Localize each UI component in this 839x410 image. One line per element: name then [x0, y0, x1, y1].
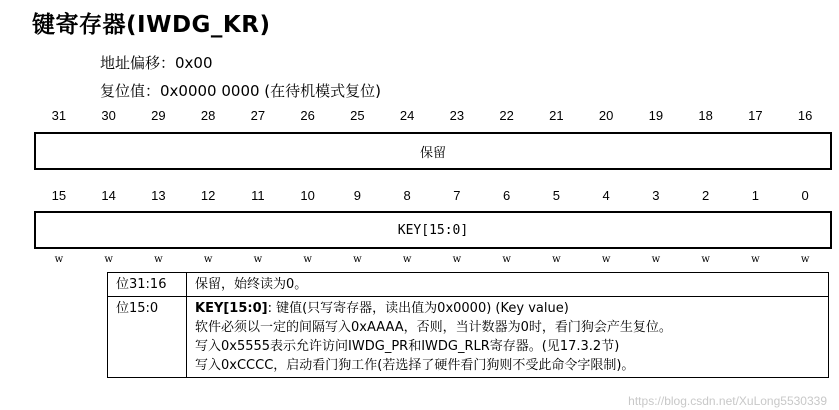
access-type: w: [54, 254, 64, 265]
access-type: w: [303, 254, 312, 265]
bit-number: 28: [200, 108, 216, 123]
access-type: w: [800, 254, 810, 265]
access-type: w: [452, 254, 462, 265]
bit-number: 4: [602, 188, 610, 203]
access-type: w: [104, 254, 113, 265]
bit-number: 20: [598, 108, 614, 123]
bit-number: 23: [449, 108, 465, 123]
bit-numbers-low: [34, 188, 830, 206]
key-heading-line: [195, 299, 820, 318]
bit-number: 12: [200, 188, 216, 203]
description-line: 软件必须以一定的间隔写入0xAAAA，否则，当计数器为0时，看门狗会产生复位。: [195, 320, 672, 335]
bit-number: 11: [251, 188, 265, 203]
bit-number: 29: [151, 108, 166, 123]
bit-number: 18: [698, 108, 713, 123]
page-title: 键寄存器(IWDG_KR): [32, 12, 271, 38]
access-type: w: [601, 254, 611, 265]
bit-description-table: [107, 272, 829, 378]
bit-numbers-high: [34, 108, 830, 126]
bit-description: 保留，始终读为0。: [187, 273, 829, 297]
bit-number: 31: [51, 108, 67, 123]
field-name: KEY[15:0]: [195, 301, 268, 316]
description-line: 写入0x5555表示允许访问IWDG_PR和IWDG_RLR寄存器。(见17.3.2节): [195, 339, 620, 354]
bit-number: 3: [652, 188, 660, 203]
register-field-key: KEY[15:0]: [34, 211, 832, 249]
access-type: w: [751, 254, 760, 265]
bit-number: 21: [549, 108, 564, 123]
access-type: w: [651, 254, 661, 265]
bit-description: [187, 297, 829, 378]
description-line: 写入0xCCCC，启动看门狗工作(若选择了硬件看门狗则不受此命令字限制)。: [195, 358, 635, 373]
access-type: w: [203, 254, 213, 265]
bit-number: 6: [503, 188, 511, 203]
table-row: [108, 297, 829, 378]
access-type: w: [701, 254, 710, 265]
bit-number: 24: [399, 108, 415, 123]
table-row: [108, 273, 829, 297]
access-type: w: [154, 254, 163, 265]
bit-number: 10: [300, 188, 315, 203]
reset-value: 复位值：0x0000 0000 (在待机模式复位): [100, 82, 382, 100]
bit-number: 2: [702, 188, 710, 203]
bit-number: 17: [748, 108, 763, 123]
bit-number: 30: [101, 108, 116, 123]
watermark: https://blog.csdn.net/XuLong5530339: [628, 394, 827, 408]
register-field-reserved: 保留: [34, 132, 832, 170]
bit-number: 26: [300, 108, 315, 123]
access-type: w: [552, 254, 561, 265]
bit-number: 27: [250, 108, 266, 123]
access-type: w: [402, 254, 412, 265]
bit-number: 7: [453, 188, 461, 203]
bit-number: 25: [350, 108, 365, 123]
bit-range: 位31:16: [108, 273, 187, 297]
access-type: w: [353, 254, 362, 265]
bit-number: 22: [499, 108, 514, 123]
bit-number: 5: [552, 188, 560, 203]
access-type: w: [253, 254, 263, 265]
access-type: w: [502, 254, 511, 265]
bit-range: 位15:0: [108, 297, 187, 378]
bit-number: 9: [353, 188, 361, 203]
field-summary: : 键值(只写寄存器，读出值为0x0000) (Key value): [267, 301, 569, 316]
access-types: [34, 254, 830, 268]
bit-number: 16: [797, 108, 813, 123]
bit-number: 13: [151, 188, 166, 203]
bit-number: 8: [403, 188, 411, 203]
bit-number: 14: [101, 188, 116, 203]
bit-number: 19: [648, 108, 664, 123]
address-offset: 地址偏移：0x00: [100, 54, 213, 72]
bit-number: 0: [801, 188, 809, 203]
bit-number: 1: [751, 188, 759, 203]
bit-number: 15: [51, 188, 67, 203]
